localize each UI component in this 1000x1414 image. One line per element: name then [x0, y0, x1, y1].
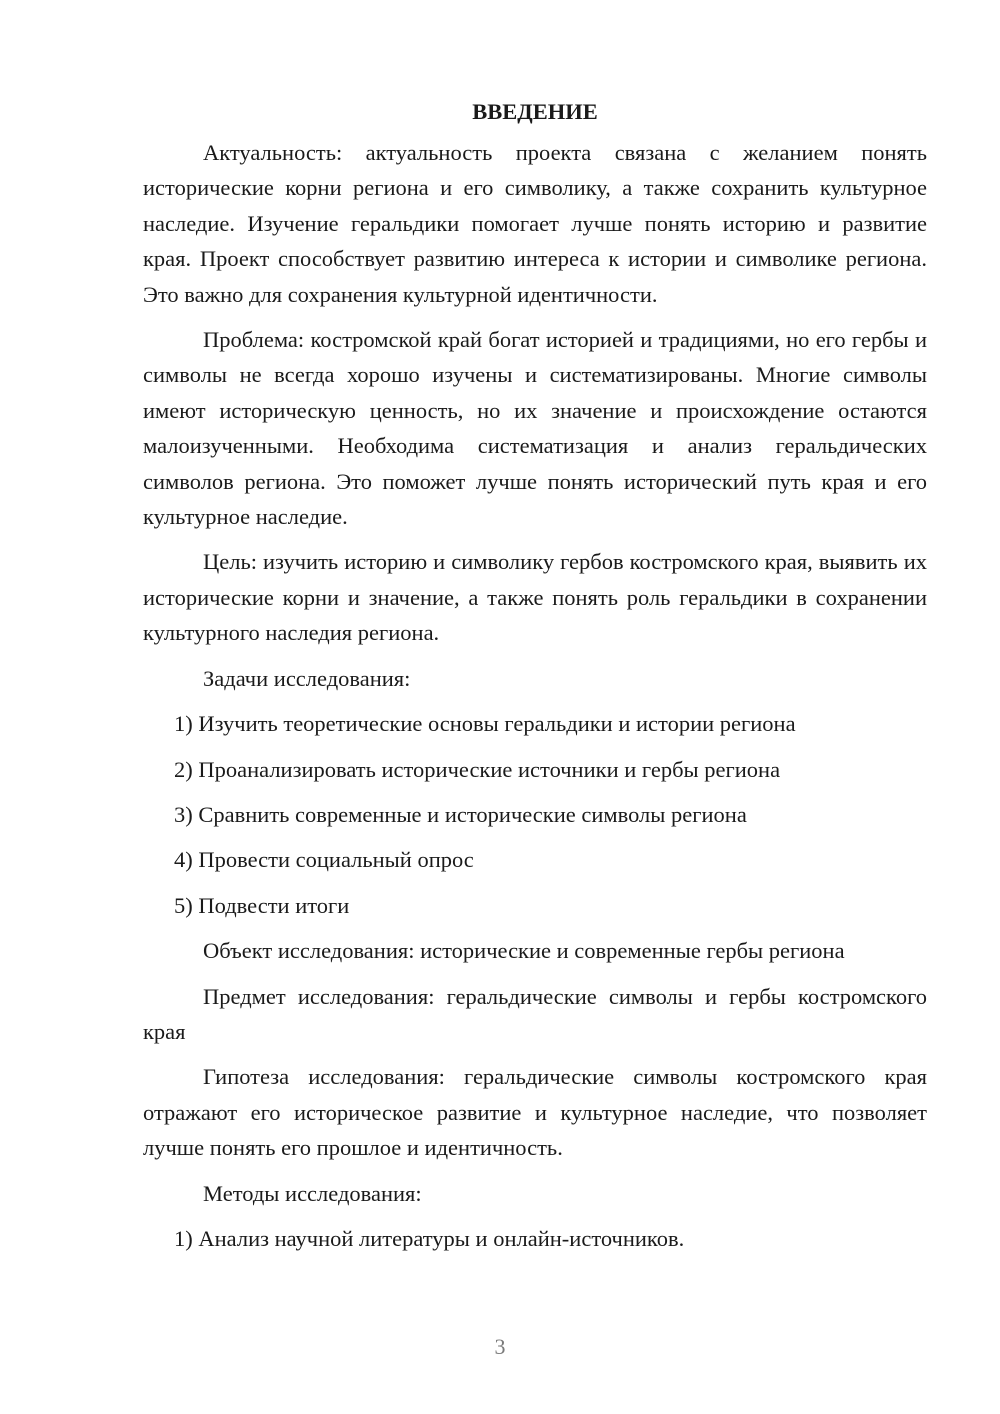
task-item-4: 4) Провести социальный опрос: [174, 847, 474, 873]
hypothesis-paragraph: Гипотеза исследования: геральдические символы костромского края отражают его историческое развитие и культурное наследие, что позволяет лучше понять его прошлое и идентичность.: [143, 1064, 927, 1161]
task-item-2: 2) Проанализировать исторические источники и гербы региона: [174, 756, 781, 782]
goal-paragraph: Цель: изучить историю и символику гербов костромского края, выявить их исторические корни и значение, а также понять роль геральдики в сохранении культурного наследия региона.: [143, 549, 927, 646]
task-item-1: 1) Изучить теоретические основы геральдики и истории региона: [174, 711, 796, 737]
relevance-paragraph: Актуальность: актуальность проекта связана с желанием понять исторические корни региона и его символику, а также сохранить культурное наследие. Изучение геральдики помогает лучше понять историю и развитие края. Проект способствует развитию интереса к истории и символике региона. Это важно для сохранения культурной идентичности.: [143, 140, 927, 307]
task-item-3: 3) Сравнить современные и исторические символы региона: [174, 801, 747, 827]
document-body: [143, 96, 927, 1266]
section-title: ВВЕДЕНИЕ: [472, 99, 598, 124]
subject-paragraph: Предмет исследования: геральдические символы и гербы костромского края: [143, 983, 927, 1044]
tasks-heading: Задачи исследования:: [203, 665, 411, 691]
methods-heading: Методы исследования:: [203, 1180, 422, 1206]
object-paragraph: Объект исследования: исторические и современные гербы региона: [203, 938, 845, 964]
page-number: 3: [494, 1334, 506, 1359]
problem-paragraph: Проблема: костромской край богат историей и традициями, но его гербы и символы не всегда хорошо изучены и систематизированы. Многие символы имеют историческую ценность, но их значение и происхождение остаются малоизученными. Необходима систематизация и анализ геральдических символов региона. Это поможет лучше понять исторический путь края и его культурное наследие.: [143, 327, 927, 530]
method-item-1: 1) Анализ научной литературы и онлайн-источников.: [174, 1225, 685, 1251]
task-item-5: 5) Подвести итоги: [174, 892, 350, 918]
